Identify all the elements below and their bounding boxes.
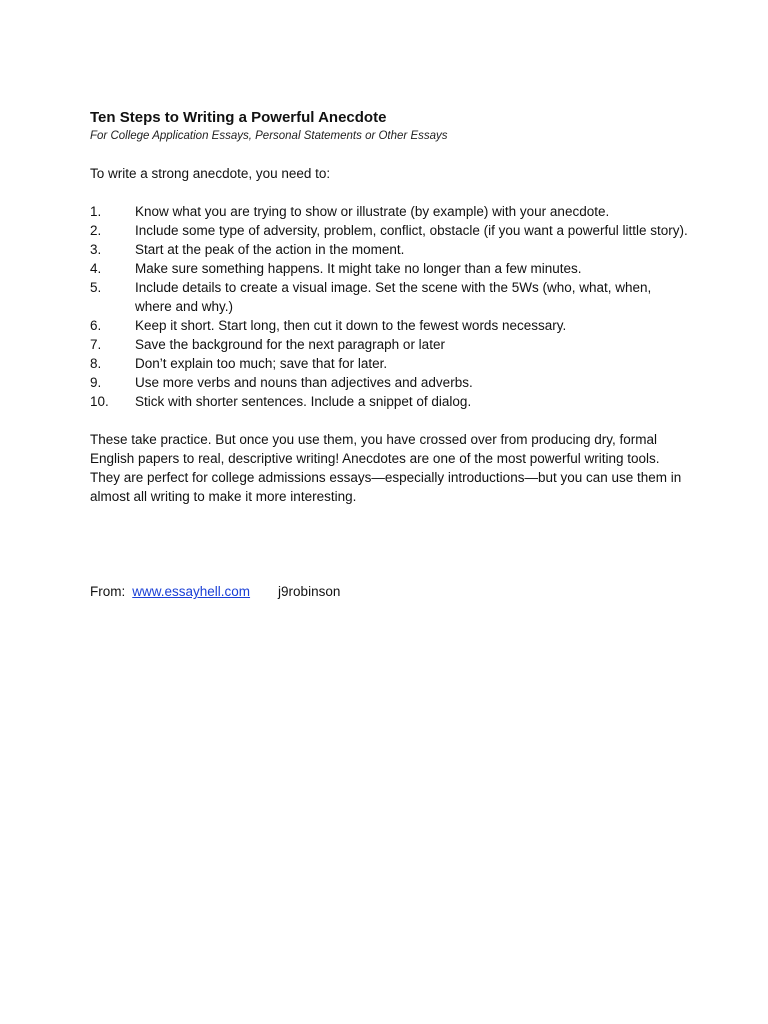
step-number: 10.	[90, 394, 109, 409]
step-number: 6.	[90, 318, 102, 333]
step-text: Include some type of adversity, problem, conflict, obstacle (if you want a powerful little story).	[135, 223, 688, 238]
intro-text: To write a strong anecdote, you need to:	[90, 166, 331, 181]
step-number: 3.	[90, 242, 102, 257]
step-number: 9.	[90, 375, 102, 390]
document-subtitle: For College Application Essays, Personal Statements or Other Essays	[90, 130, 448, 142]
list-item	[90, 316, 730, 335]
step-text: Keep it short. Start long, then cut it down to the fewest words necessary.	[135, 318, 567, 333]
list-item	[90, 335, 730, 354]
step-number: 2.	[90, 223, 102, 238]
step-number: 5.	[90, 280, 102, 295]
source-label: From:	[90, 584, 126, 599]
step-text: Know what you are trying to show or illustrate (by example) with your anecdote.	[135, 204, 610, 219]
list-item	[90, 240, 730, 259]
step-text: Stick with shorter sentences. Include a snippet of dialog.	[135, 394, 472, 409]
step-text: Don’t explain too much; save that for later.	[135, 356, 388, 371]
step-text: Start at the peak of the action in the moment.	[135, 242, 405, 257]
step-text: Use more verbs and nouns than adjectives and adverbs.	[135, 375, 473, 390]
list-item	[90, 354, 730, 373]
step-text: Save the background for the next paragraph or later	[135, 337, 445, 352]
step-text: Include details to create a visual image. Set the scene with the 5Ws (who, what, when, where and why.)	[135, 280, 652, 314]
step-number: 8.	[90, 356, 102, 371]
document-title: Ten Steps to Writing a Powerful Anecdote	[90, 109, 387, 126]
step-number: 7.	[90, 337, 102, 352]
step-number: 4.	[90, 261, 102, 276]
source-link[interactable]: www.essayhell.com	[132, 584, 251, 599]
document-body	[90, 108, 730, 506]
steps-list	[90, 202, 730, 411]
list-item	[90, 278, 730, 316]
list-item	[90, 221, 730, 240]
step-number: 1.	[90, 204, 102, 219]
step-text: Make sure something happens. It might take no longer than a few minutes.	[135, 261, 582, 276]
list-item	[90, 202, 730, 221]
closing-paragraph: These take practice. But once you use them, you have crossed over from producing dry, formal English papers to real, descriptive writing! Anecdotes are one of the most powerful writing tools. They are perfect for college admissions essays—especially introductions—but you can use them in almost all writing to make it more interesting.	[90, 432, 682, 504]
list-item	[90, 259, 730, 278]
source-line	[90, 582, 340, 601]
list-item	[90, 373, 730, 392]
list-item	[90, 392, 730, 411]
source-author: j9robinson	[278, 584, 341, 599]
